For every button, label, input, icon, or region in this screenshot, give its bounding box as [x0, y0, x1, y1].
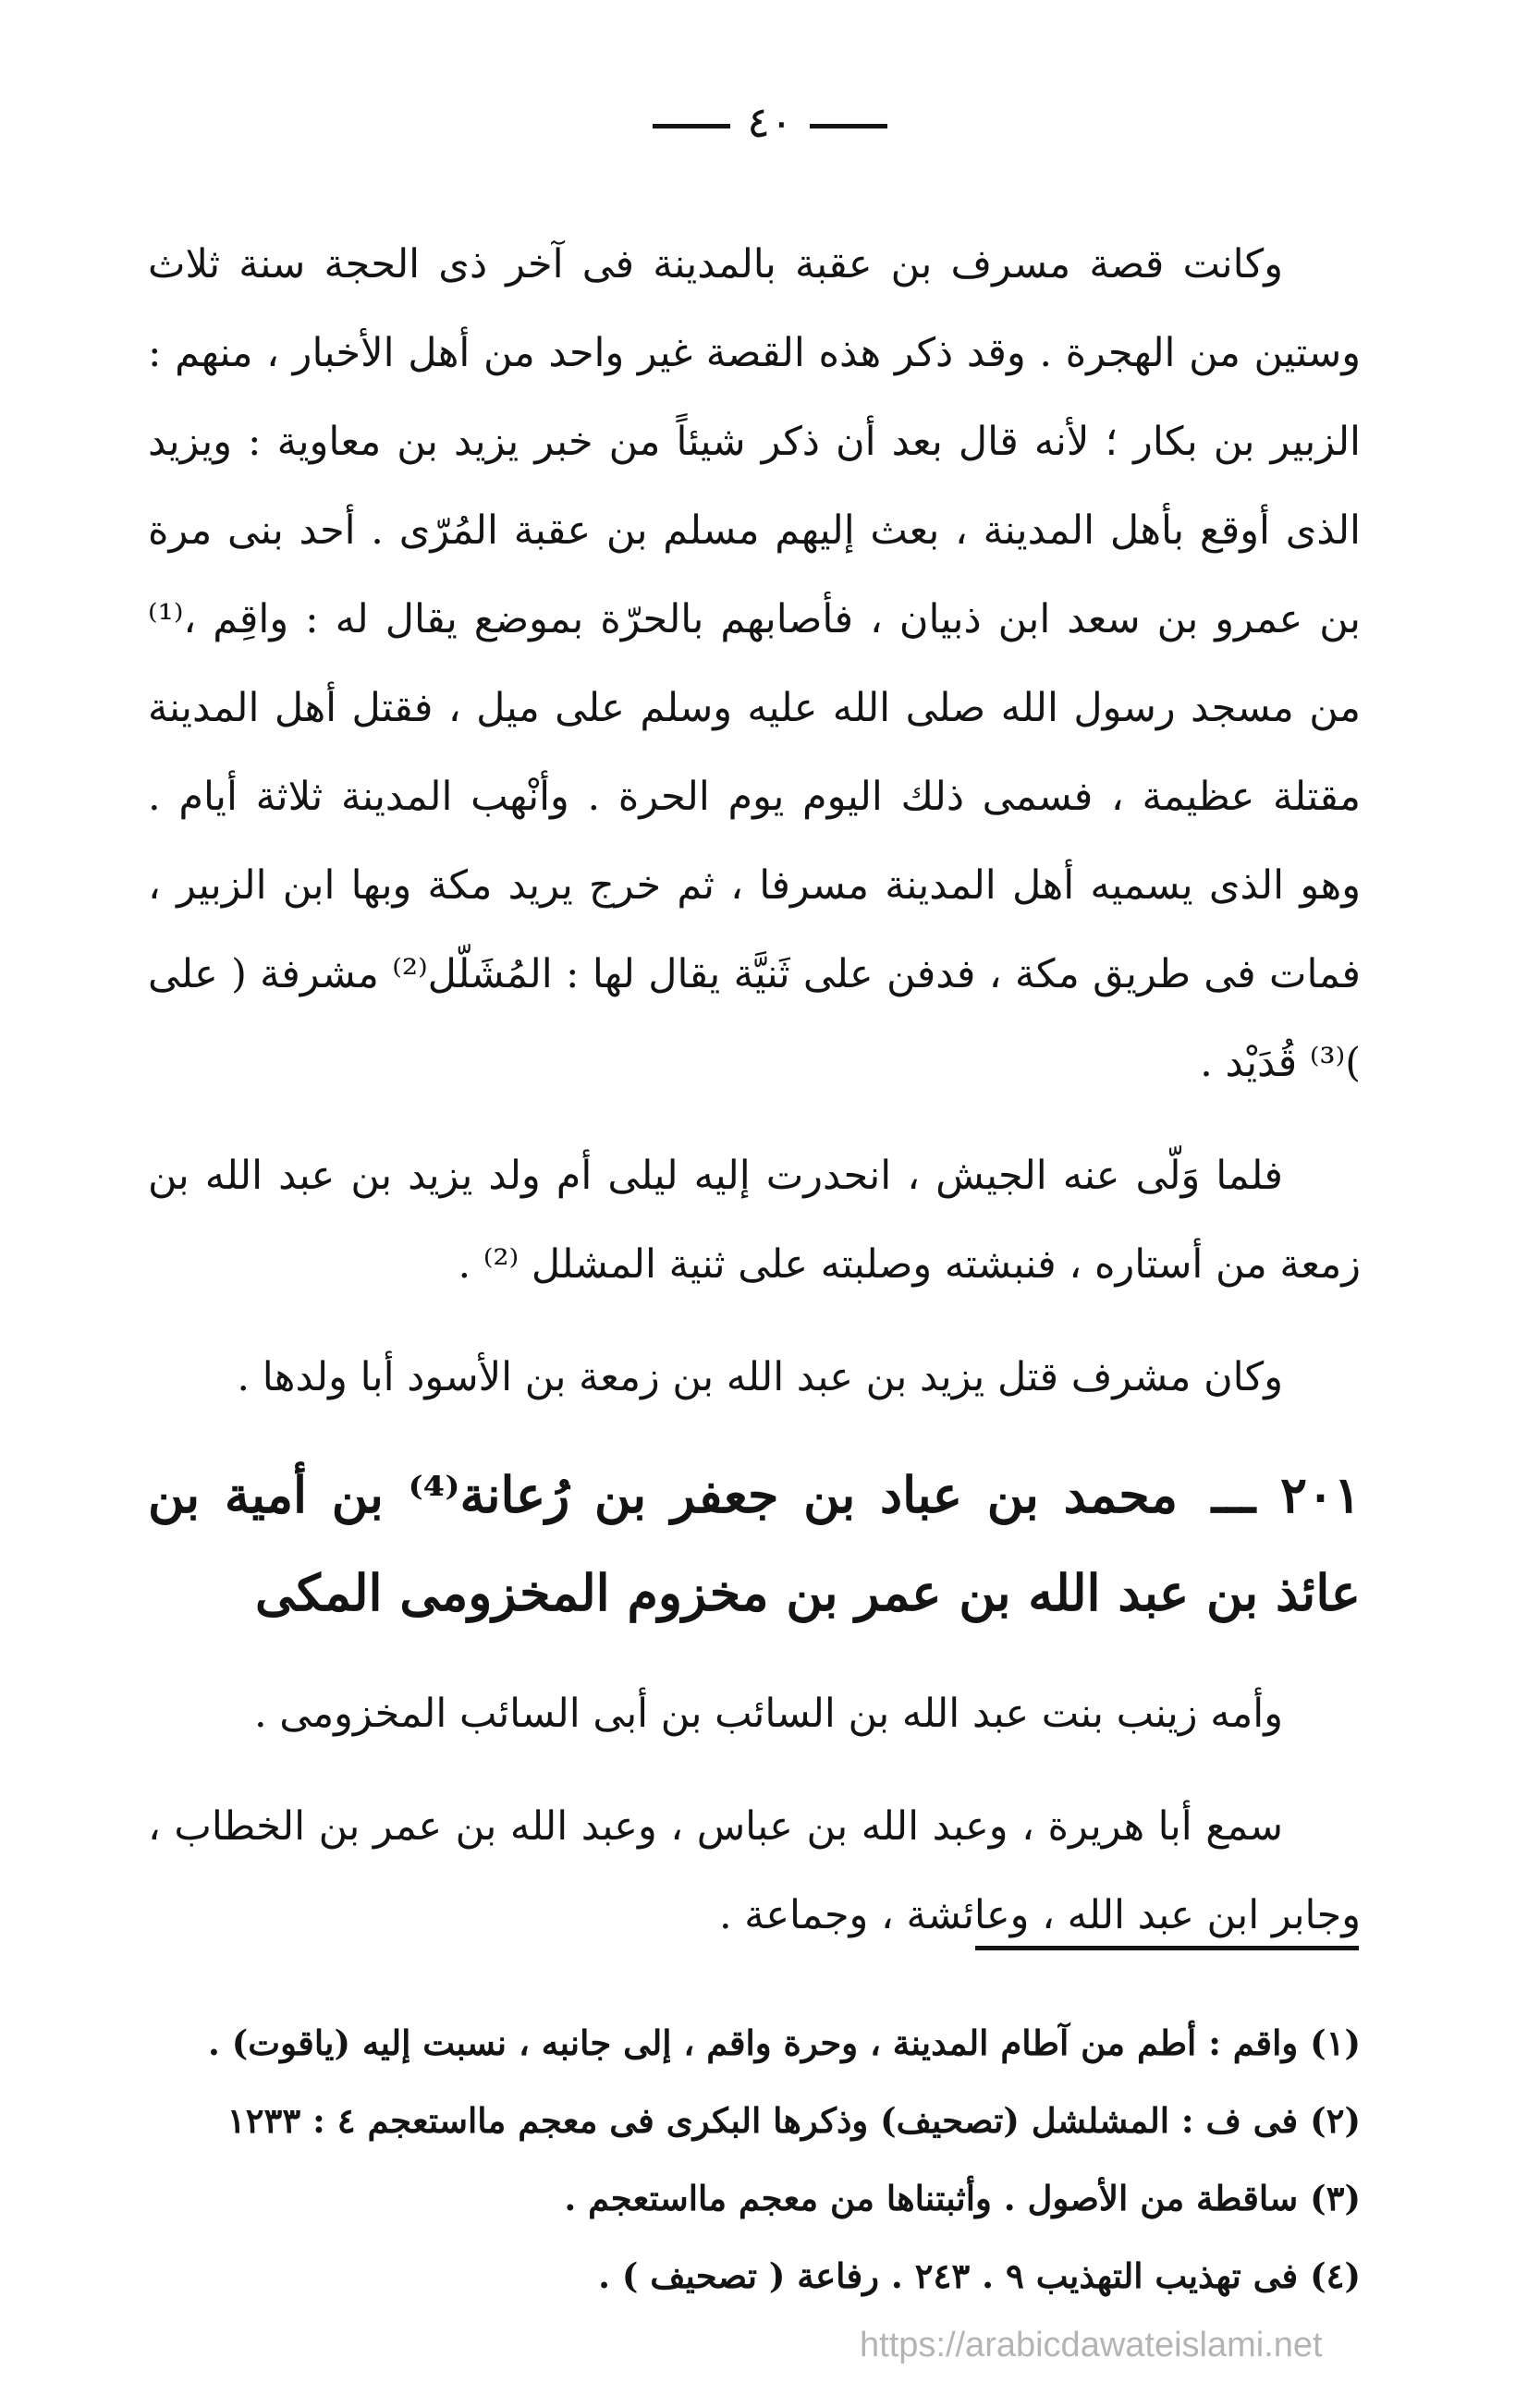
paragraph-heard-from: سمع أبا هريرة ، وعبد الله بن عباس ، وعبد الله بن عمر بن الخطاب ، وجابر ابن عبد الله ، وعائشة ، وجماعة . [148, 1803, 1361, 1938]
paragraph-harra-story: وكانت قصة مسرف بن عقبة بالمدينة فى آخر ذى الحجة سنة ثلاث وستين من الهجرة . وقد ذكر هذه القصة غير واحد من أهل الأخبار ، منهم : الزبير بن بكار ؛ لأنه قال بعد أن ذكر شيئاً من خبر يزيد بن معاوية : ويزيد الذى أوقع بأهل المدينة ، بعث إليهم مسلم بن عقبة المُرّى . أحد بنى مرة بن عمرو بن سعد ابن ذبيان ، فأصابهم بالحرّة بموضع يقال له : واقِم ،⁽¹⁾ من مسجد رسول الله صلى الله عليه وسلم على ميل ، فقتل أهل المدينة مقتلة عظيمة ، فسمى ذلك اليوم يوم الحرة . وأنْهب المدينة ثلاثة أيام . وهو الذى يسميه أهل المدينة مسرفا ، ثم خرج يريد مكة وبها ابن الزبير ، فمات فى طريق مكة ، فدفن على ثَنيَّة يقال لها : المُشَلّل⁽²⁾ مشرفة ( على )⁽³⁾ قُدَيْد . [148, 241, 1361, 1086]
footnote-separator [975, 1946, 1359, 1950]
page-number-value: ٤٠ [747, 97, 793, 147]
page-number-dash-right [810, 124, 887, 128]
footnote-3: (٣) ساقطة من الأصول . وأثبتناها من معجم مااستعجم . [564, 2178, 1361, 2218]
main-text [148, 220, 1361, 1984]
entry-name: محمد بن عباد بن جعفر بن رُعانة⁽⁴⁾ بن أمية بن عائذ بن عبد الله بن عمر بن مخزوم المخزومى المكى [148, 1465, 1361, 1622]
biography-entry-heading [148, 1446, 1361, 1642]
page-number [0, 94, 1540, 150]
watermark-url: https://arabicdawateislami.net [860, 2326, 1323, 2364]
paragraph-mushrif-killing: وكان مشرف قتل يزيد بن عبد الله بن زمعة بن الأسود أبا ولدها . [237, 1354, 1283, 1400]
paragraph-army-withdrawal: فلما وَلّى عنه الجيش ، انحدرت إليه ليلى أم ولد يزيد بن عبد الله بن زمعة من أستاره ، فنبشته وصلبته على ثنية المشلل ⁽²⁾ . [148, 1153, 1361, 1288]
paragraph-mother: وأمه زينب بنت عبد الله بن السائب بن أبى السائب المخزومى . [253, 1691, 1283, 1737]
footnote-4: (٤) فى تهذيب التهذيب ٩ . ٢٤٣ . رفاعة ( تصحيف ) . [598, 2255, 1361, 2296]
footnotes [148, 2004, 1361, 2315]
page-number-dash-left [653, 124, 730, 128]
entry-number: ٢٠١ ـــ [1211, 1465, 1361, 1524]
footnote-2: (٢) فى ف : المشلشل (تصحيف) وذكرها البكرى فى معجم مااستعجم ٤ : ١٢٣٣ [226, 2100, 1361, 2141]
footnote-1: (١) واقم : أطم من آطام المدينة ، وحرة واقم ، إلى جانبه ، نسبت إليه (ياقوت) . [207, 2022, 1361, 2063]
